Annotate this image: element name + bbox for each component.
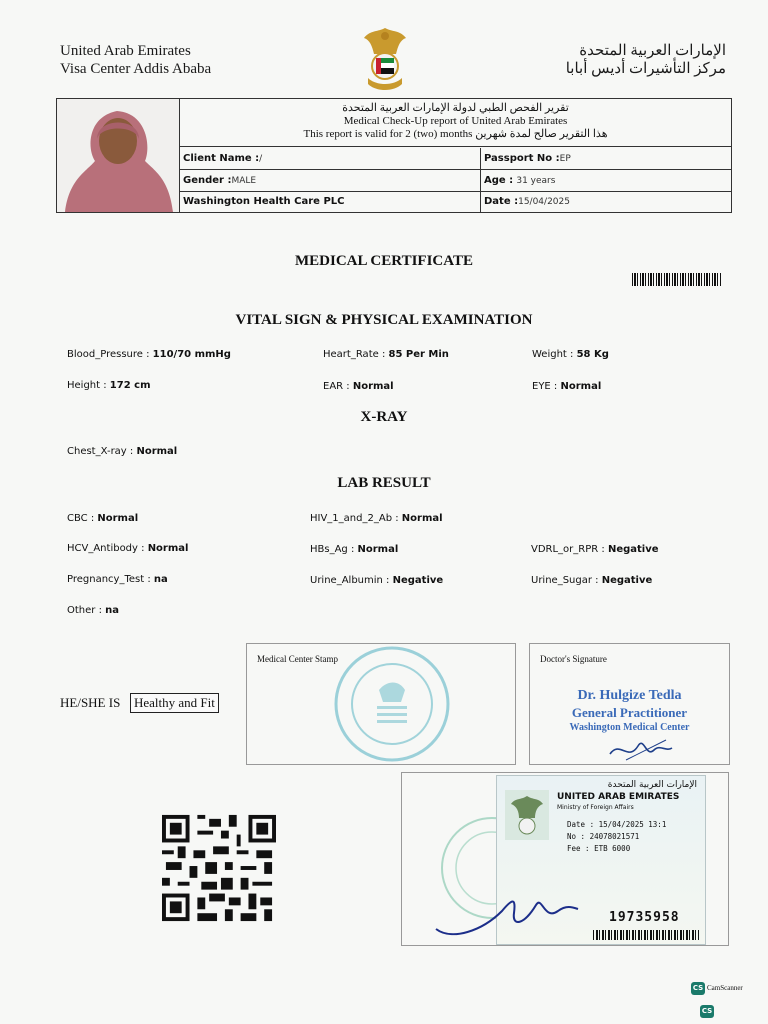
- age-label: Age :: [484, 175, 514, 186]
- vdrl-value: Negative: [607, 544, 659, 555]
- client-photo-image: [57, 99, 179, 212]
- age-value: 31 years: [516, 176, 556, 186]
- header-visa-center-ar: مركز التأشيرات أديس أبابا: [565, 61, 726, 77]
- passport-label: Passport No :: [484, 153, 560, 164]
- report-title: [180, 99, 731, 147]
- hr-label: Heart_Rate :: [323, 349, 386, 360]
- row-facility-date: [180, 191, 731, 212]
- report-validity: [180, 128, 731, 141]
- field-other: [67, 605, 119, 616]
- eye-value: Normal: [560, 381, 602, 392]
- field-hcv: [67, 543, 188, 554]
- header-country-ar: الإمارات العربية المتحدة: [579, 43, 726, 59]
- client-info-box: [56, 98, 732, 213]
- camscanner-label: CamScanner: [707, 984, 743, 992]
- other-value: na: [105, 605, 120, 616]
- albumin-label: Urine_Albumin :: [310, 575, 390, 586]
- hr-value: 85 Per Min: [388, 349, 449, 360]
- vitals-title: VITAL SIGN & PHYSICAL EXAMINATION: [235, 312, 533, 328]
- doctor-signature-box: [529, 643, 730, 765]
- hcv-label: HCV_Antibody :: [67, 543, 145, 554]
- hcv-value: Normal: [147, 543, 189, 554]
- field-pregnancy: [67, 574, 168, 585]
- field-vdrl: [531, 544, 659, 555]
- doctor-name: Dr. Hulgize Tedla: [577, 688, 682, 703]
- height-value: 172 cm: [109, 380, 151, 391]
- stamp-label: Medical Center Stamp: [257, 654, 338, 664]
- bp-value: 110/70 mmHg: [152, 349, 231, 360]
- header-english: [60, 42, 211, 78]
- doctor-signature-icon: [606, 732, 676, 764]
- gender-value: MALE: [231, 176, 257, 186]
- medical-center-stamp-icon: [317, 642, 467, 767]
- embassy-no-label: No :: [567, 832, 586, 841]
- barcode-icon: [632, 273, 722, 286]
- camscanner-logo-icon: CS: [691, 982, 705, 995]
- field-hiv: [310, 513, 443, 524]
- field-chest-xray: [67, 446, 177, 457]
- field-heart-rate: [323, 349, 449, 360]
- pregnancy-label: Pregnancy_Test :: [67, 574, 151, 585]
- chest-value: Normal: [136, 446, 178, 457]
- result-label: HE/SHE IS: [60, 695, 121, 710]
- client-name-value: /: [259, 154, 263, 164]
- date-value: 15/04/2025: [518, 197, 570, 207]
- camscanner-corner-icon: CS: [700, 1005, 714, 1018]
- report-validity-en: This report is valid for 2 (two) months: [303, 128, 473, 140]
- uae-emblem-icon: [360, 24, 410, 94]
- attestation-signature-icon: [432, 881, 582, 945]
- embassy-sticker-number: 19735958: [609, 910, 680, 925]
- embassy-fee-row: [567, 844, 630, 853]
- embassy-emblem-icon: [505, 790, 549, 840]
- albumin-value: Negative: [392, 575, 444, 586]
- embassy-no-value: 24078021571: [589, 832, 640, 841]
- chest-label: Chest_X-ray :: [67, 446, 134, 457]
- sugar-label: Urine_Sugar :: [531, 575, 599, 586]
- qr-code-icon: [162, 814, 276, 922]
- weight-value: 58 Kg: [576, 349, 609, 360]
- embassy-title-en: UNITED ARAB EMIRATES: [557, 792, 680, 802]
- embassy-ministry: Ministry of Foreign Affairs: [557, 804, 634, 811]
- embassy-attestation-box: [401, 772, 729, 946]
- embassy-date-row: [567, 820, 666, 829]
- field-eye: [532, 381, 601, 392]
- report-title-ar: تقرير الفحص الطبي لدولة الإمارات العربية المتحدة: [342, 102, 569, 114]
- cbc-value: Normal: [97, 513, 139, 524]
- pregnancy-value: na: [153, 574, 168, 585]
- field-blood-pressure: [67, 349, 231, 360]
- result-value: Healthy and Fit: [130, 693, 219, 713]
- field-cbc: [67, 513, 138, 524]
- ear-label: EAR :: [323, 381, 350, 392]
- hbs-label: HBs_Ag :: [310, 544, 355, 555]
- date-label: Date :: [484, 196, 519, 207]
- gender-label: Gender :: [183, 175, 232, 186]
- field-hbs: [310, 544, 398, 555]
- lab-title: LAB RESULT: [337, 475, 431, 491]
- header-visa-center: Visa Center Addis Ababa: [60, 61, 212, 77]
- vdrl-label: VDRL_or_RPR :: [531, 544, 605, 555]
- embassy-title-ar: الإمارات العربية المتحدة: [607, 780, 697, 790]
- eye-label: EYE :: [532, 381, 558, 392]
- certificate-title: MEDICAL CERTIFICATE: [295, 253, 473, 269]
- ear-value: Normal: [352, 381, 394, 392]
- height-label: Height :: [67, 380, 107, 391]
- other-label: Other :: [67, 605, 102, 616]
- field-urine-albumin: [310, 575, 443, 586]
- embassy-fee-label: Fee :: [567, 844, 590, 853]
- bp-label: Blood_Pressure :: [67, 349, 150, 360]
- row-name-passport: [180, 148, 731, 170]
- row-gender-age: [180, 170, 731, 192]
- doctor-center: Washington Medical Center: [569, 722, 690, 733]
- field-urine-sugar: [531, 575, 652, 586]
- field-height: [67, 380, 151, 391]
- field-weight: [532, 349, 609, 360]
- signature-label: Doctor's Signature: [540, 654, 607, 664]
- embassy-no-row: [567, 832, 639, 841]
- report-validity-ar: هذا التقرير صالح لمدة شهرين: [475, 128, 608, 140]
- client-name-label: Client Name :: [183, 153, 260, 164]
- embassy-fee-value: ETB 6000: [594, 844, 631, 853]
- doctor-title: General Practitioner: [571, 705, 688, 720]
- facility-name: Washington Health Care PLC: [183, 196, 345, 207]
- report-title-en: Medical Check-Up report of United Arab Emirates: [343, 115, 568, 127]
- xray-title: X-RAY: [360, 409, 408, 425]
- field-ear: [323, 381, 394, 392]
- embassy-date-value: 15/04/2025 13:1: [598, 820, 667, 829]
- header-arabic: [566, 42, 726, 78]
- cbc-label: CBC :: [67, 513, 95, 524]
- embassy-barcode-icon: [593, 930, 699, 940]
- sugar-value: Negative: [601, 575, 653, 586]
- passport-value: EP: [559, 154, 571, 164]
- header-country: United Arab Emirates: [60, 43, 191, 59]
- embassy-date-label: Date :: [567, 820, 595, 829]
- medical-stamp-box: [246, 643, 516, 765]
- hiv-label: HIV_1_and_2_Ab :: [310, 513, 399, 524]
- hbs-value: Normal: [357, 544, 399, 555]
- client-photo: [57, 99, 180, 212]
- hiv-value: Normal: [401, 513, 443, 524]
- weight-label: Weight :: [532, 349, 574, 360]
